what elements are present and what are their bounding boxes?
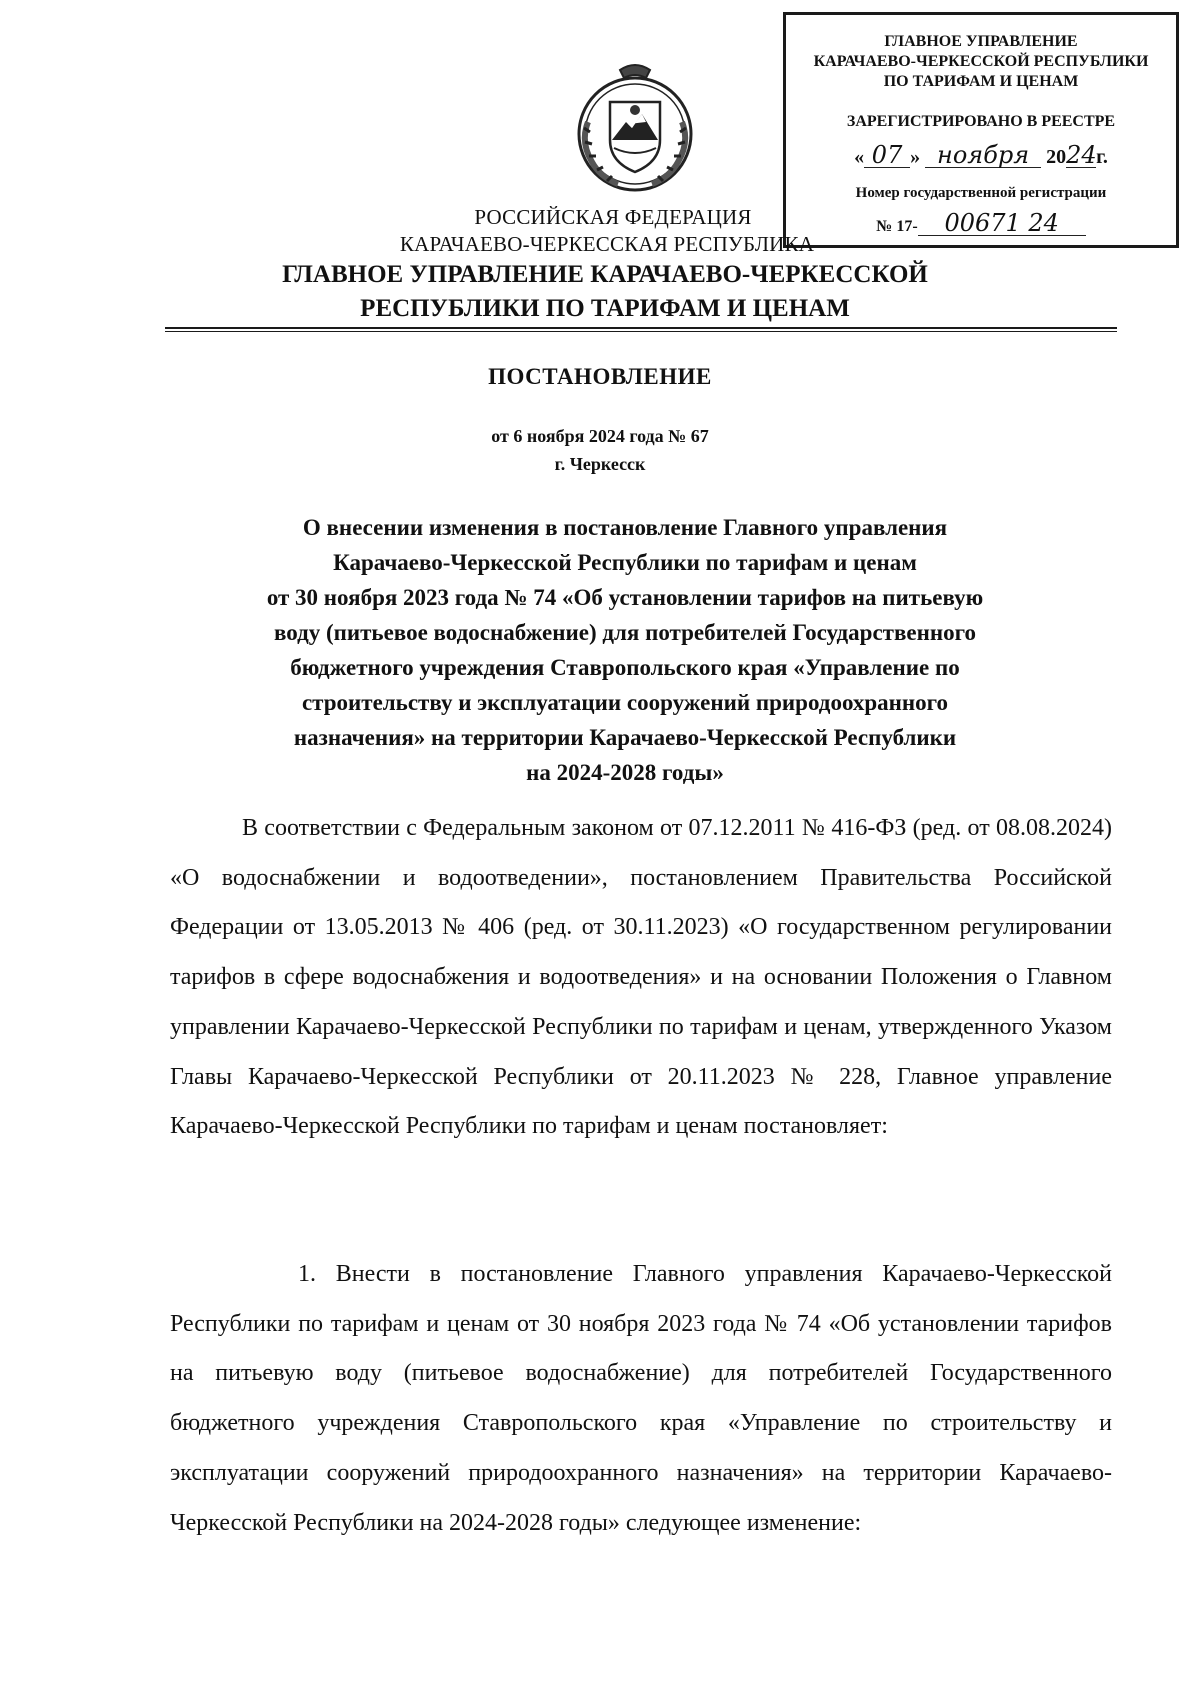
stamp-line-1: ГЛАВНОЕ УПРАВЛЕНИЕ xyxy=(884,33,1078,50)
header-agency-line-1: ГЛАВНОЕ УПРАВЛЕНИЕ КАРАЧАЕВО-ЧЕРКЕССКОЙ xyxy=(282,261,928,288)
stamp-line-2: КАРАЧАЕВО-ЧЕРКЕССКОЙ РЕСПУБЛИКИ xyxy=(813,53,1149,70)
subject-line: назначения» на территории Карачаево-Черкесской Республики xyxy=(293,725,957,750)
body-paragraph-item-1: 1. Внести в постановление Главного управления Карачаево-Черкесской Республики по тарифам и ценам от 30 ноября 2023 года № 74 «Об установлении тарифов на питьевую воду (питьевое водоснабжение) для потребителей Государственного бюджетного учреждения Ставропольского края «Управление по строительству и эксплуатации сооружений природоохранного назначения» на территории Карачаево-Черкесской Республики на 2024-2028 годы» следующее изменение: xyxy=(170,1261,1112,1536)
header-rule-thin xyxy=(165,331,1117,332)
subject-line: на 2024-2028 годы» xyxy=(526,760,724,785)
stamp-reg-label: Номер государственной регистрации xyxy=(855,185,1107,201)
coat-of-arms-emblem xyxy=(570,62,700,194)
document-type: ПОСТАНОВЛЕНИЕ xyxy=(488,364,712,389)
stamp-date: « 07 » ноября 2024г. xyxy=(854,141,1108,169)
body-paragraph-preamble: В соответствии с Федеральным законом от 07.12.2011 № 416-ФЗ (ред. от 08.08.2024) «О водоснабжении и водоотведении», постановлением Правительства Российской Федерации от 13.05.2013 № 406 (ред. от 30.11.2023) «О государственном регулировании тарифов в сфере водоснабжения и водоотведения» и на основании Положения о Главном управлении Карачаево-Черкесской Республики по тарифам и ценам, утвержденного Указом Главы Карачаево-Черкесской Республики от 20.11.2023 № 228, Главное управление Карачаево-Черкесской Республики по тарифам и ценам постановляет: xyxy=(170,815,1112,1140)
header-agency-line-2: РЕСПУБЛИКИ ПО ТАРИФАМ И ЦЕНАМ xyxy=(360,295,850,322)
stamp-date-month: ноября xyxy=(925,143,1041,168)
subject-line: воду (питьевое водоснабжение) для потребителей Государственного xyxy=(273,620,976,645)
header-country: РОССИЙСКАЯ ФЕДЕРАЦИЯ xyxy=(474,205,752,229)
document-date-number: от 6 ноября 2024 года № 67 xyxy=(491,426,709,446)
stamp-reg-number: № 17- 00671 24 xyxy=(786,211,1176,236)
subject-line: Карачаево-Черкесской Республики по тарифам и ценам xyxy=(333,550,917,575)
stamp-line-3: ПО ТАРИФАМ И ЦЕНАМ xyxy=(883,73,1079,90)
subject-line: от 30 ноября 2023 года № 74 «Об установлении тарифов на питьевую xyxy=(266,585,984,610)
stamp-date-year: 24 xyxy=(1066,141,1097,169)
subject-line: строительству и эксплуатации сооружений природоохранного xyxy=(301,690,949,715)
header-rule xyxy=(165,327,1117,329)
subject-line: О внесении изменения в постановление Главного управления xyxy=(302,515,948,540)
subject-line: бюджетного учреждения Ставропольского края «Управление по xyxy=(290,655,960,680)
document-city: г. Черкесск xyxy=(554,454,646,474)
stamp-registered-label: ЗАРЕГИСТРИРОВАНО В РЕЕСТРЕ xyxy=(846,113,1116,130)
header-republic: КАРАЧАЕВО-ЧЕРКЕССКАЯ РЕСПУБЛИКА xyxy=(399,232,815,256)
stamp-date-day: 07 xyxy=(864,143,910,168)
document-subject xyxy=(180,510,1070,790)
